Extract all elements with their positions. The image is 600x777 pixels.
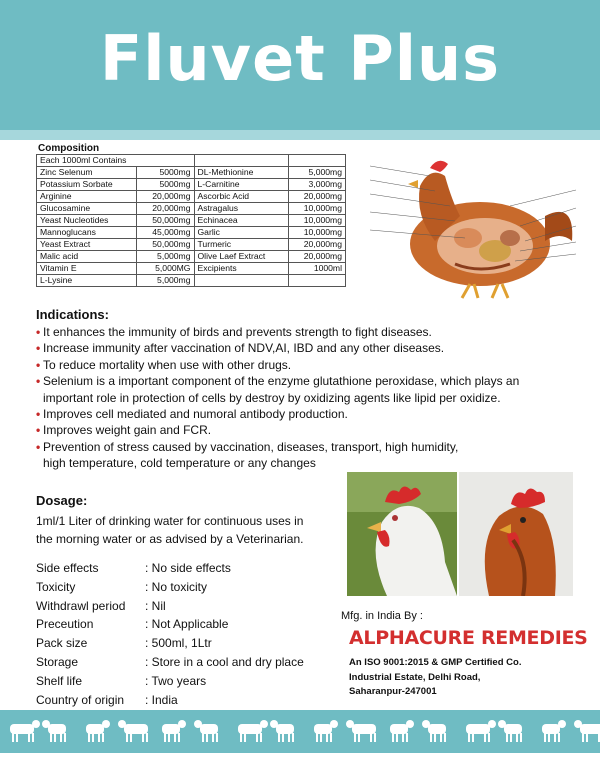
animal-silhouette-icon	[422, 720, 446, 742]
ingredient-name: Vitamin E	[37, 263, 137, 275]
address-line: An ISO 9001:2015 & GMP Certified Co.	[349, 657, 522, 668]
animal-silhouette-icon	[346, 720, 376, 742]
indication-item	[36, 439, 576, 455]
spec-key: Side effects	[36, 561, 99, 575]
spec-row	[36, 597, 304, 616]
ingredient-amount: 50,000mg	[137, 215, 194, 227]
spec-row	[36, 578, 304, 597]
spec-row	[36, 559, 304, 578]
indication-item	[36, 422, 576, 438]
composition-row	[37, 191, 346, 203]
animal-silhouette-icon	[270, 720, 294, 742]
spec-row	[36, 615, 304, 634]
spec-row	[36, 653, 304, 672]
spec-value: : No side effects	[145, 561, 231, 575]
animal-silhouette-icon	[466, 720, 496, 742]
animal-silhouette-icon	[498, 720, 522, 742]
spec-value: : 500ml, 1Ltr	[145, 636, 212, 651]
ingredient-amount: 5,000mg	[288, 167, 345, 179]
company-address	[349, 656, 521, 700]
ingredient-name: L-Carnitine	[194, 179, 288, 191]
ingredient-name: Garlic	[194, 227, 288, 239]
indication-item	[36, 324, 576, 340]
composition-row	[37, 203, 346, 215]
ingredient-name	[194, 275, 288, 287]
ingredient-name: Turmeric	[194, 239, 288, 251]
animal-silhouette-icon	[194, 720, 218, 742]
ingredient-name: Malic acid	[37, 251, 137, 263]
animal-silhouette-icon	[10, 720, 40, 742]
indication-item	[36, 373, 576, 389]
composition-row	[37, 227, 346, 239]
ingredient-name: DL-Methionine	[194, 167, 288, 179]
ingredient-amount: 10,000mg	[288, 215, 345, 227]
spec-value: : Two years	[145, 673, 207, 688]
indication-text: It enhances the immunity of birds and prevents strength to fight diseases.	[43, 325, 432, 339]
ingredient-name: L-Lysine	[37, 275, 137, 287]
composition-row	[37, 179, 346, 191]
ingredient-name: Glucosamine	[37, 203, 137, 215]
animal-silhouette-icon	[390, 720, 414, 742]
chicken-anatomy-icon	[360, 146, 586, 304]
animal-silhouette-icon	[574, 720, 600, 742]
spec-value: : Store in a cool and dry place	[145, 654, 304, 669]
bullet-icon: •	[36, 357, 41, 372]
composition-subheading: Each 1000ml Contains	[37, 155, 195, 167]
indication-text: high temperature, cold temperature or any changes	[43, 456, 316, 471]
indication-text: Selenium is a important component of the enzyme glutathione peroxidase, which plays an	[43, 374, 520, 389]
specifications	[36, 559, 304, 709]
ingredient-name: Zinc Selenum	[37, 167, 137, 179]
composition-row	[37, 239, 346, 251]
dosage-heading: Dosage:	[36, 493, 88, 508]
spec-key: Pack size	[36, 636, 88, 651]
indication-item	[36, 340, 576, 356]
spec-key: Preceution	[36, 617, 94, 632]
composition-row	[37, 215, 346, 227]
ingredient-name: Potassium Sorbate	[37, 179, 137, 191]
indication-item	[36, 357, 576, 373]
bullet-icon: •	[36, 423, 41, 438]
ingredient-amount: 20,000mg	[288, 239, 345, 251]
spec-key: Shelf life	[36, 673, 83, 688]
composition-heading: Composition	[38, 143, 100, 154]
animal-silhouette-icon	[118, 720, 148, 742]
composition-row	[37, 263, 346, 275]
dosage-line: the morning water or as advised by a Veterinarian.	[36, 532, 304, 546]
white-hen-photo-icon	[347, 472, 457, 596]
composition-row	[37, 275, 346, 287]
ingredient-amount: 45,000mg	[137, 227, 194, 239]
ingredient-amount: 3,000mg	[288, 179, 345, 191]
animal-silhouette-icon	[314, 720, 338, 742]
footer-strip	[0, 753, 600, 777]
ingredient-amount: 1000ml	[288, 263, 345, 275]
spec-key: Country of origin	[36, 692, 125, 707]
animal-silhouette-icon	[86, 720, 110, 742]
spec-key: Withdrawl period	[36, 598, 126, 613]
ingredient-name: Ascorbic Acid	[194, 191, 288, 203]
ingredient-amount: 5000mg	[137, 167, 194, 179]
address-line: Saharanpur-247001	[349, 686, 437, 697]
ingredient-amount: 20,000mg	[288, 191, 345, 203]
indication-continuation	[36, 455, 576, 471]
ingredient-name: Excipients	[194, 263, 288, 275]
mfg-label: Mfg. in India By :	[341, 610, 423, 622]
ingredient-amount: 5000mg	[137, 179, 194, 191]
animal-silhouette-icon	[42, 720, 66, 742]
ingredient-name: Yeast Nucleotides	[37, 215, 137, 227]
dosage-text	[36, 512, 336, 548]
indication-text: Improves weight gain and FCR.	[43, 423, 212, 438]
footer-banner	[0, 710, 600, 753]
indications-heading: Indications:	[36, 307, 109, 322]
ingredient-name: Echinacea	[194, 215, 288, 227]
company-name: ALPHACURE REMEDIES	[349, 627, 588, 649]
address-line: Industrial Estate, Delhi Road,	[349, 671, 481, 683]
ingredient-amount: 5,000mg	[137, 275, 194, 287]
bullet-icon: •	[36, 341, 41, 356]
bullet-icon: •	[36, 325, 41, 339]
spec-value: : Nil	[145, 598, 166, 613]
ingredient-amount	[288, 275, 345, 287]
ingredient-amount: 10,000mg	[288, 227, 345, 239]
brown-hen-photo-icon	[459, 472, 573, 596]
livestock-silhouettes-icon	[0, 710, 600, 753]
ingredient-amount: 20,000mg	[288, 251, 345, 263]
indication-item	[36, 406, 576, 422]
ingredient-amount: 20,000mg	[137, 203, 194, 215]
dosage-line: 1ml/1 Liter of drinking water for continuous uses in	[36, 514, 304, 528]
ingredient-amount: 5,000mg	[137, 251, 194, 263]
ingredient-amount: 20,000mg	[137, 191, 194, 203]
bullet-icon: •	[36, 407, 41, 422]
spec-key: Storage	[36, 654, 79, 669]
ingredient-amount: 10,000mg	[288, 203, 345, 215]
indication-text: Prevention of stress caused by vaccination, diseases, transport, high humidity,	[43, 439, 459, 454]
bullet-icon: •	[36, 439, 41, 454]
ingredient-amount: 5,000MG	[137, 263, 194, 275]
product-title: Fluvet Plus	[99, 22, 501, 95]
ingredient-name: Olive Laef Extract	[194, 251, 288, 263]
ingredient-amount: 50,000mg	[137, 239, 194, 251]
spec-value: : India	[145, 692, 178, 707]
indication-text: Improves cell mediated and numoral antibody production.	[43, 407, 348, 422]
animal-silhouette-icon	[542, 720, 566, 742]
indication-text: Increase immunity after vaccination of NDV,AI, IBD and any other diseases.	[43, 341, 445, 356]
ingredient-name: Mannoglucans	[37, 227, 137, 239]
bullet-icon: •	[36, 374, 41, 389]
spec-value: : Not Applicable	[145, 617, 229, 632]
header-strip	[0, 130, 600, 140]
spec-row	[36, 634, 304, 653]
ingredient-name: Yeast Extract	[37, 239, 137, 251]
spec-value: : No toxicity	[145, 579, 208, 594]
ingredient-name: Arginine	[37, 191, 137, 203]
animal-silhouette-icon	[238, 720, 268, 742]
composition-row	[37, 251, 346, 263]
ingredient-name: Astragalus	[194, 203, 288, 215]
spec-row	[36, 691, 304, 710]
composition-table	[36, 154, 346, 287]
indication-text: To reduce mortality when use with other drugs.	[43, 357, 292, 372]
spec-key: Toxicity	[36, 579, 76, 594]
spec-row	[36, 672, 304, 691]
indication-text: important role in protection of cells by destroy by oxidizing agents like lipid per oxidize.	[43, 390, 501, 405]
composition-row	[37, 167, 346, 179]
animal-silhouette-icon	[162, 720, 186, 742]
indication-continuation	[36, 390, 576, 406]
indications-list	[36, 324, 576, 472]
